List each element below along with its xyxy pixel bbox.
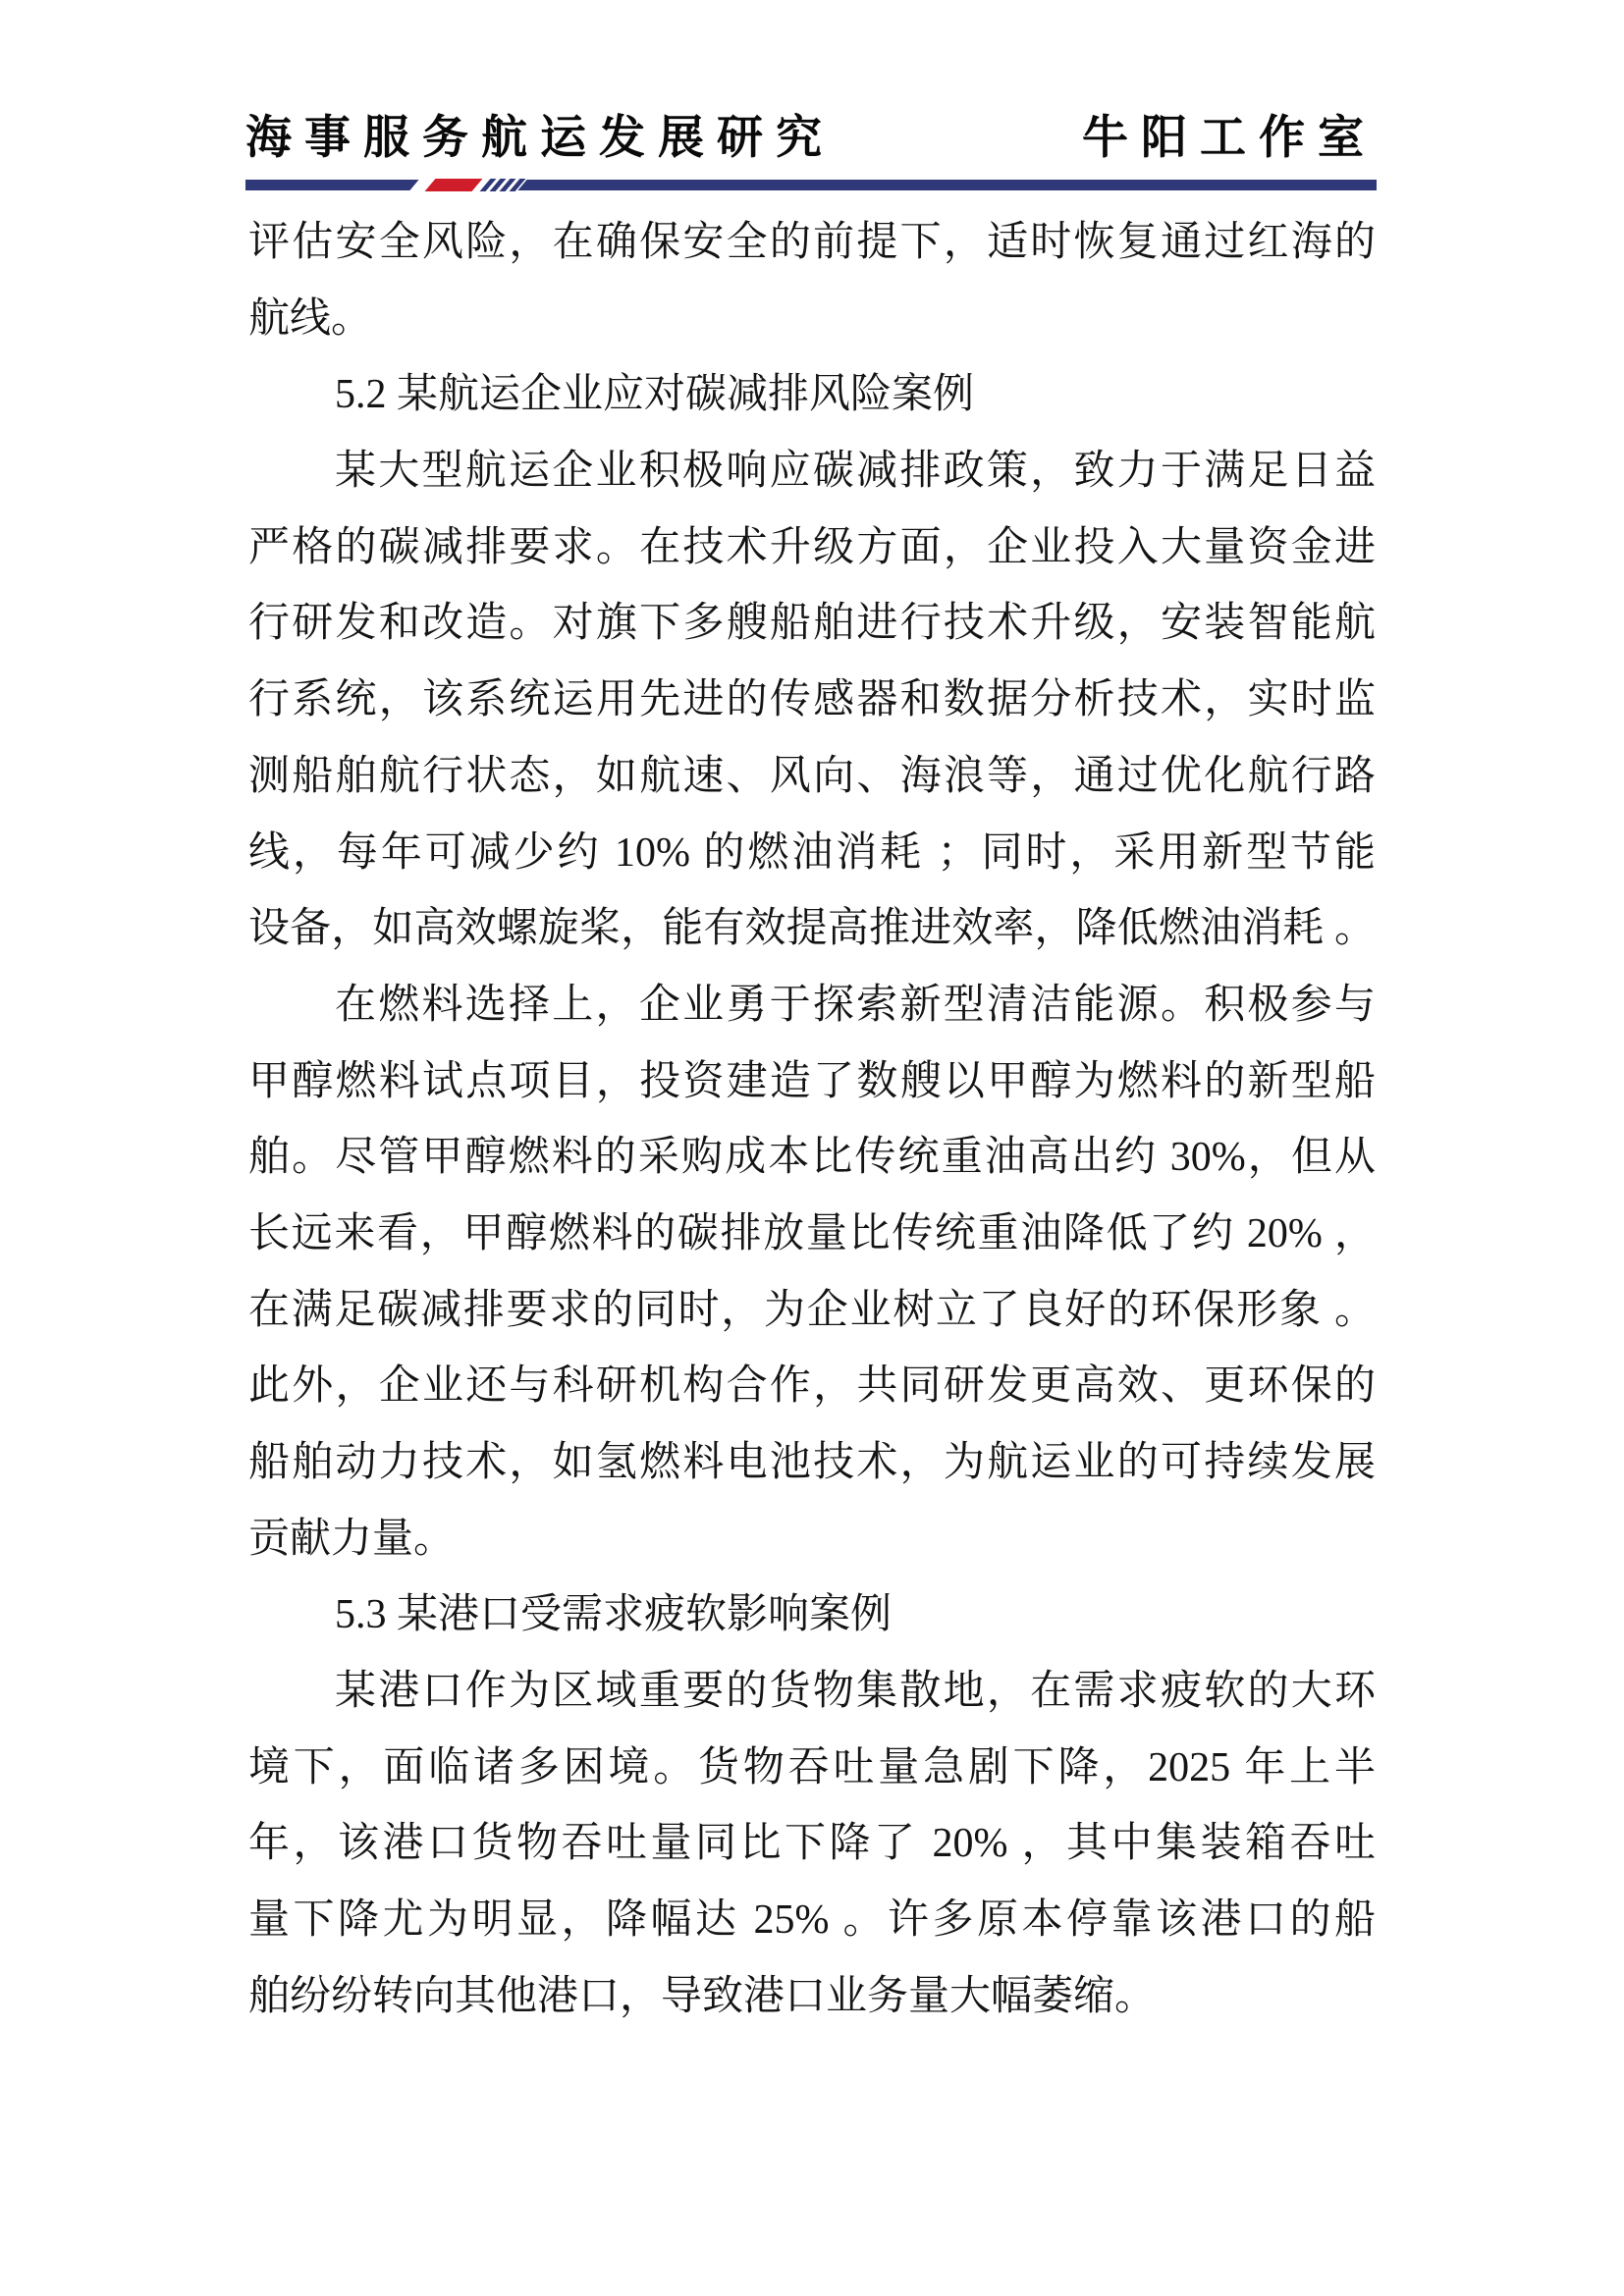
text-line: 测船舶航行状态，如航速、风向、海浪等，通过优化航行路 (248, 753, 1376, 799)
header-right-title: 牛阳工作室 (1082, 111, 1377, 164)
text-line: 线，每年可减少约 10% 的燃油消耗 ；同时，采用新型节能 (248, 829, 1376, 876)
text-line: 在燃料选择上，企业勇于探索新型清洁能源。积极参与 (335, 982, 1376, 1028)
text-line: 年，该港口货物吞吐量同比下降了 20% ，其中集装箱吞吐 (248, 1821, 1376, 1867)
document-body (248, 205, 1376, 2036)
text-line: 某港口作为区域重要的货物集散地，在需求疲软的大环 (335, 1669, 1376, 1715)
text-line: 此外，企业还与科研机构合作，共同研发更高效、更环保的 (248, 1363, 1376, 1410)
text-line: 量下降尤为明显，降幅达 25% 。许多原本停靠该港口的船 (248, 1897, 1376, 1944)
text-line: 舶。尽管甲醇燃料的采购成本比传统重油高出约 30%，但从 (248, 1135, 1376, 1181)
text-line: 境下，面临诸多困境。货物吞吐量急剧下降，2025 年上半 (248, 1744, 1376, 1790)
text-line: 航线。 (248, 295, 373, 342)
text-line: 严格的碳减排要求。在技术升级方面，企业投入大量资金进 (248, 524, 1376, 570)
text-line: 行系统，该系统运用先进的传感器和数据分析技术，实时监 (248, 677, 1376, 723)
header-rule (245, 180, 1377, 190)
section-heading: 5.3 某港口受需求疲软影响案例 (335, 1592, 893, 1638)
header-left-title: 海事服务航运发展研究 (245, 111, 835, 164)
text-line: 舶纷纷转向其他港口，导致港口业务量大幅萎缩。 (248, 1973, 1157, 2019)
page-header (245, 98, 1377, 163)
text-line: 设备，如高效螺旋桨，能有效提高推进效率，降低燃油消耗 。 (248, 906, 1376, 952)
text-line: 甲醇燃料试点项目，投资建造了数艘以甲醇为燃料的新型船 (248, 1058, 1376, 1104)
text-line: 长远来看，甲醇燃料的碳排放量比传统重油降低了约 20% ， (248, 1210, 1376, 1256)
text-line: 船舶动力技术，如氢燃料电池技术，为航运业的可持续发展 (248, 1440, 1376, 1485)
section-heading: 5.2 某航运企业应对碳减排风险案例 (335, 372, 975, 418)
text-line: 评估安全风险，在确保安全的前提下，适时恢复通过红海的 (248, 220, 1376, 265)
text-line: 某大型航运企业积极响应碳减排政策，致力于满足日益 (335, 449, 1376, 495)
text-line: 行研发和改造。对旗下多艘船舶进行技术升级，安装智能航 (248, 601, 1376, 647)
text-line: 在满足碳减排要求的同时，为企业树立了良好的环保形象 。 (248, 1287, 1376, 1333)
text-line: 贡献力量。 (248, 1516, 456, 1562)
